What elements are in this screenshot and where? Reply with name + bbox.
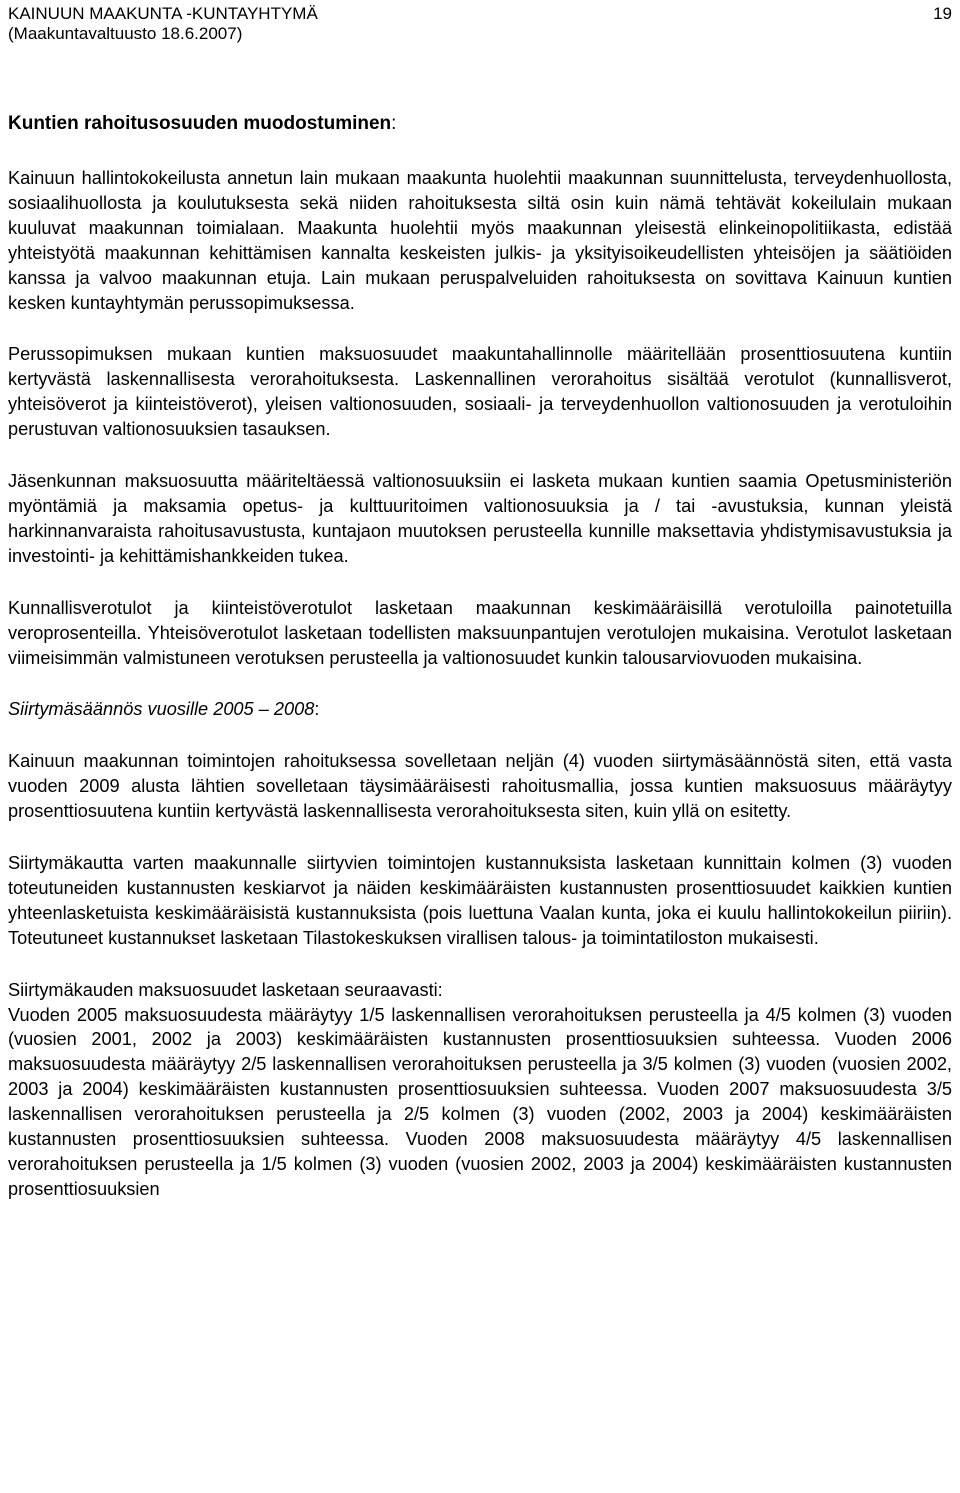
meeting-subtitle: (Maakuntavaltuusto 18.6.2007) [8,24,243,43]
organization-name: KAINUUN MAAKUNTA -KUNTAYHTYMÄ [8,4,318,23]
section-title-colon: : [391,113,397,134]
paragraph-1: Kainuun hallintokokeilusta annetun lain mukaan maakunta huolehtii maakunnan suunnittelusta, terveydenhuollosta, sosiaalihuollosta ja koulutuksesta sekä niiden rahoituksesta siltä osin kuin nämä tehtävät kokeilulain mukaan kuuluvat maakunnan toimialaan. Maakunta huolehtii myös maakunnan yleisestä elinkeinopolitiikasta, edistää yhteistyötä maakunnan kehittämisen kannalta keskeisten julkis- ja yksityisoikeudellisten yhteisöjen ja säätiöiden kanssa ja valvoo maakunnan etuja. Lain mukaan peruspalveluiden rahoituksesta on sovittava Kainuun kuntien kesken kuntayhtymän perussopimuksessa. [8,168,952,313]
transition-subheading-colon: : [314,699,320,720]
section-title [8,112,396,136]
page-header [8,0,952,48]
transition-intro: Siirtymäkauden maksuosuudet lasketaan seuraavasti: [8,979,443,1000]
paragraph-3: Jäsenkunnan maksuosuutta määriteltäessä valtionosuuksiin ei lasketa mukaan kuntien saamia Opetusministeriön myöntämiä ja maksamia opetus- ja kulttuuritoimen valtionosuuksia ja / tai -avustuksia, kunnan yleistä harkinnanvaraista rahoitusavustusta, kuntajaon muutoksen perusteella kunnille maksettavia yhdistymisavustuksia ja investointi- ja kehittämishankkeiden tukea. [8,471,952,566]
paragraph-2: Perussopimuksen mukaan kuntien maksuosuudet maakuntahallinnolle määritellään prosenttiosuutena kuntiin kertyvästä laskennallisesta verorahoituksesta. Laskennallinen verorahoitus sisältää verotulot (kunnallisverot, yhteisöverot ja kiinteistöverot), yleisen valtionosuuden, sosiaali- ja terveydenhuollon valtionosuuden ja verotuloihin perustuvan valtionosuuksien tasauksen. [8,344,952,440]
paragraph-5: Kainuun maakunnan toimintojen rahoituksessa sovelletaan neljän (4) vuoden siirtymäsäännöstä siten, että vasta vuoden 2009 alusta lähtien sovelletaan täysimääräisesti rahoitusmallia, jossa kuntien maksuosuus määräytyy prosenttiosuutena kuntiin kertyvästä laskennallisesta verorahoituksesta siten, kuin yllä on esitetty. [8,751,952,822]
paragraph-6: Siirtymäkautta varten maakunnalle siirtyvien toimintojen kustannuksista lasketaan kunnittain kolmen (3) vuoden toteutuneiden kustannusten keskiarvot ja näiden keskimääräisten kustannusten prosenttiosuudet kaikkien kuntien yhteenlasketuista keskimääräisistä kustannuksista (pois luettuna Vaalan kunta, joka ei kuulu hallintokokeilun piiriin). Toteutuneet kustannukset lasketaan Tilastokeskuksen virallisen talous- ja toimintatiloston mukaisesti. [8,853,952,948]
transition-subheading-text: Siirtymäsäännös vuosille 2005 – 2008 [8,699,315,720]
transition-subheading [8,697,952,722]
document-body [8,166,952,1202]
document-page [8,0,952,1199]
section-title-text: Kuntien rahoitusosuuden muodostuminen [8,113,392,134]
page-number: 19 [933,4,952,23]
transition-text: Vuoden 2005 maksuosuudesta määräytyy 1/5 laskennallisen verorahoituksen perusteella ja 4/5 kolmen (3) vuoden (vuosien 2001, 2002 ja 2003) keskimääräisten kustannusten prosenttiosuuksien suhteessa. Vuoden 2006 maksuosuudesta määräytyy 2/5 laskennallisen verorahoituksen perusteella ja 3/5 kolmen (3) vuoden (vuosien 2002, 2003 ja 2004) keskimääräisten kustannusten prosenttiosuuksien suhteessa. Vuoden 2007 maksuosuudesta 3/5 laskennallisen verorahoituksen perusteella ja 2/5 kolmen (3) vuoden (2002, 2003 ja 2004) keskimääräisten kustannusten prosenttiosuuksien suhteessa. Vuoden 2008 maksuosuudesta määräytyy 4/5 laskennallisen verorahoituksen perusteella ja 1/5 kolmen (3) vuoden (vuosien 2002, 2003 ja 2004) keskimääräisten kustannusten prosenttiosuuksien [8,1004,952,1199]
paragraph-4: Kunnallisverotulot ja kiinteistöverotulot lasketaan maakunnan keskimääräisillä verotuloilla painotetuilla veroprosenteilla. Yhteisöverotulot lasketaan todellisten maksuunpantujen verotulojen mukaisina. Verotulot lasketaan viimeisimmän valmistuneen verotuksen perusteella ja valtionosuudet kunkin talousarviovuoden mukaisina. [8,597,952,668]
